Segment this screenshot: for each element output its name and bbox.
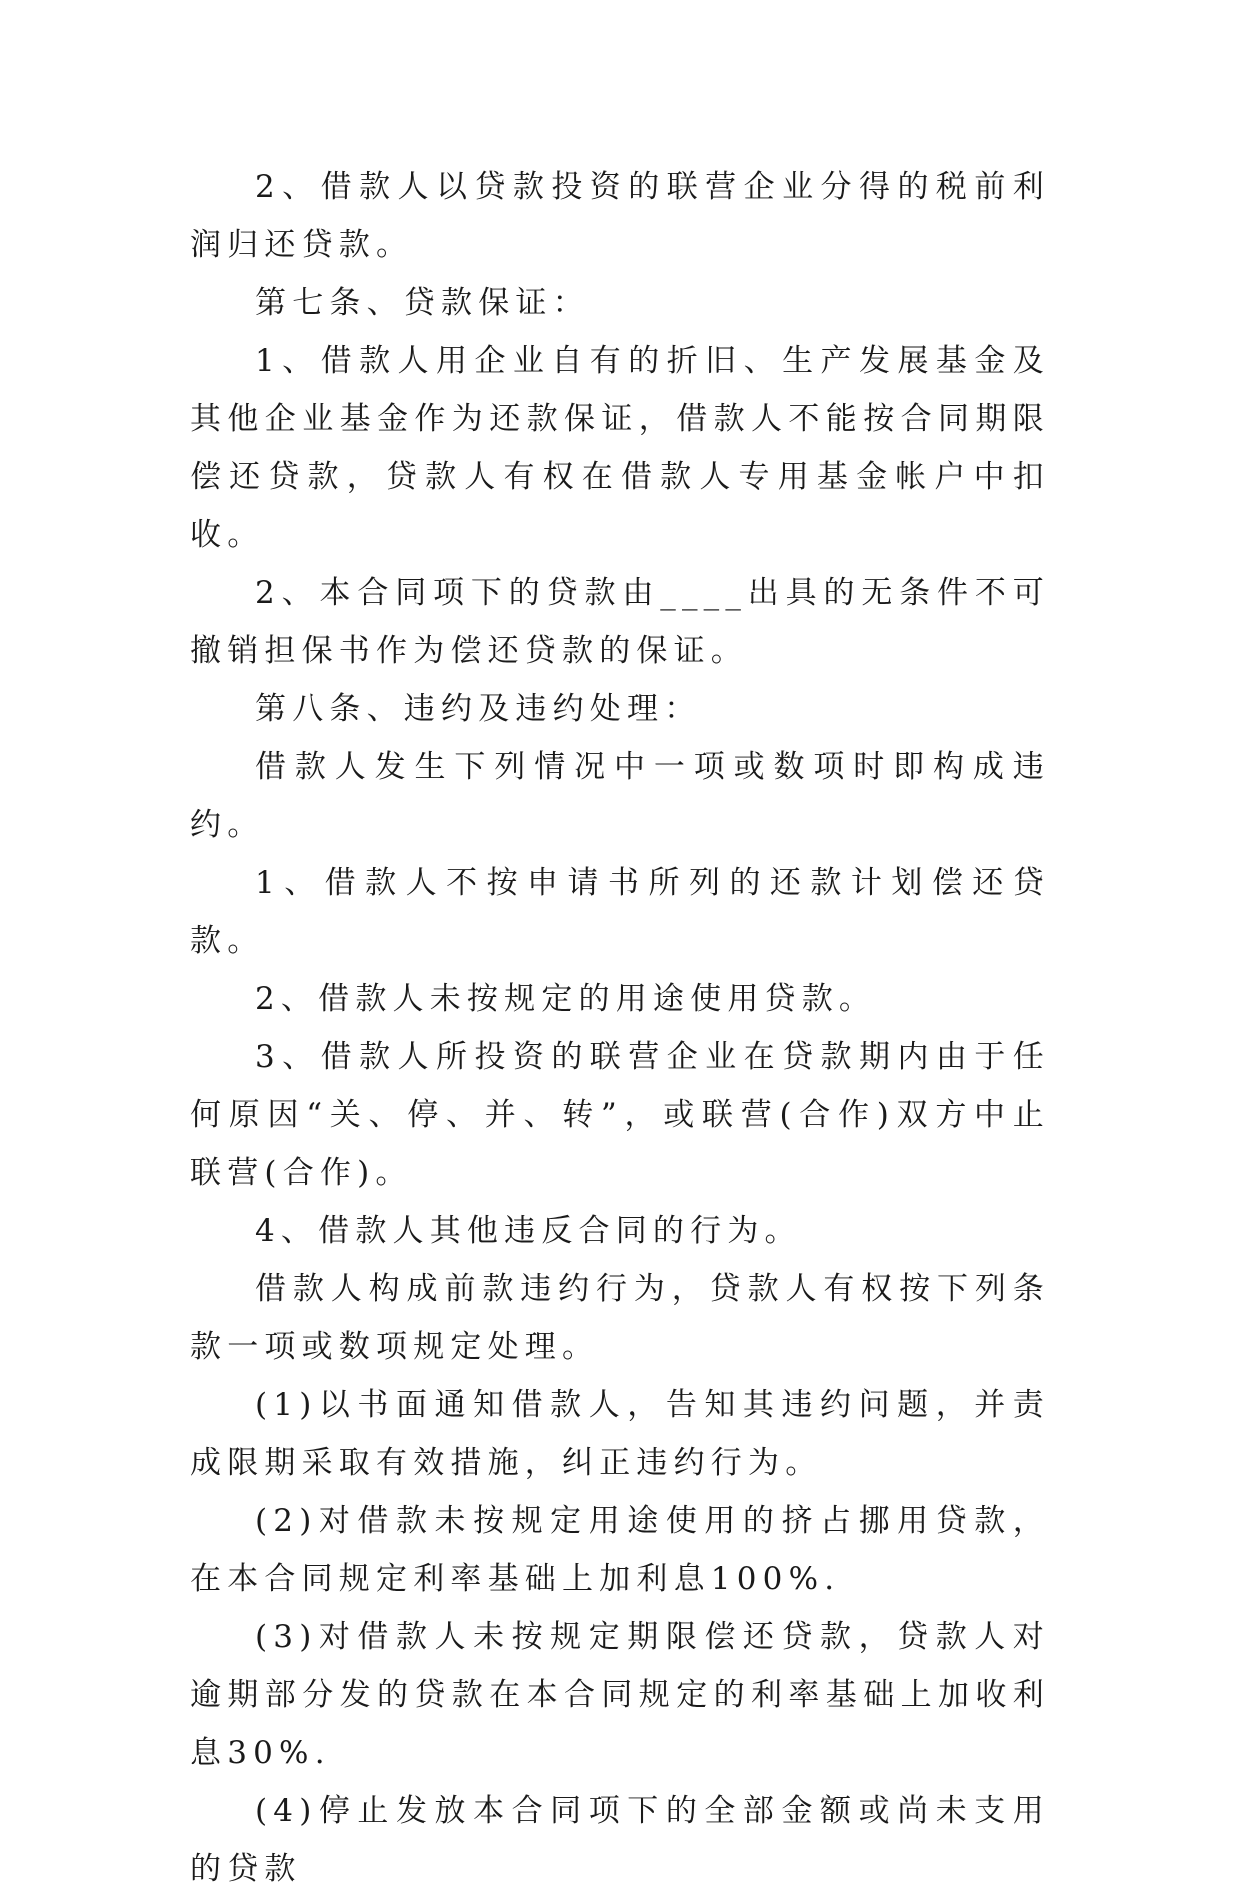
- paragraph-breach-item-4: 4、借款人其他违反合同的行为。: [255, 1213, 802, 1249]
- heading-article-8: 第八条、违约及违约处理：: [255, 691, 702, 727]
- paragraph-clause-7-item-1: 1、借款人用企业自有的折旧、生产发展基金及其他企业基金作为还款保证，借款人不能按合同期限偿还贷款，贷款人有权在借款人专用基金帐户中扣收。: [190, 343, 1050, 553]
- paragraph-remedy-intro: 借款人构成前款违约行为，贷款人有权按下列条款一项或数项规定处理。: [190, 1271, 1050, 1365]
- paragraph-remedy-1: (1)以书面通知借款人，告知其违约问题，并责成限期采取有效措施，纠正违约行为。: [190, 1387, 1050, 1481]
- paragraph-remedy-2: (2)对借款未按规定用途使用的挤占挪用贷款，在本合同规定利率基础上加利息100%.: [190, 1503, 1050, 1597]
- paragraph-remedy-4: (4)停止发放本合同项下的全部金额或尚未支用的贷款: [190, 1793, 1050, 1887]
- paragraph-breach-intro: 借款人发生下列情况中一项或数项时即构成违约。: [190, 749, 1050, 843]
- paragraph-breach-item-3: 3、借款人所投资的联营企业在贷款期内由于任何原因“关、停、并、转”，或联营(合作)双方中止联营(合作)。: [190, 1039, 1050, 1191]
- paragraph-remedy-3: (3)对借款人未按规定期限偿还贷款，贷款人对逾期部分发的贷款在本合同规定的利率基础上加收利息30%.: [190, 1619, 1050, 1771]
- paragraph-breach-item-1: 1、借款人不按申请书所列的还款计划偿还贷款。: [190, 865, 1050, 959]
- paragraph-clause-7-item-2: 2、本合同项下的贷款由____出具的无条件不可撤销担保书作为偿还贷款的保证。: [190, 575, 1050, 669]
- contract-text-body: [190, 158, 1050, 1898]
- paragraph-breach-item-2: 2、借款人未按规定的用途使用贷款。: [255, 981, 877, 1017]
- paragraph-clause-6-item-2: 2、借款人以贷款投资的联营企业分得的税前利润归还贷款。: [190, 169, 1050, 263]
- heading-article-7: 第七条、贷款保证：: [255, 285, 590, 321]
